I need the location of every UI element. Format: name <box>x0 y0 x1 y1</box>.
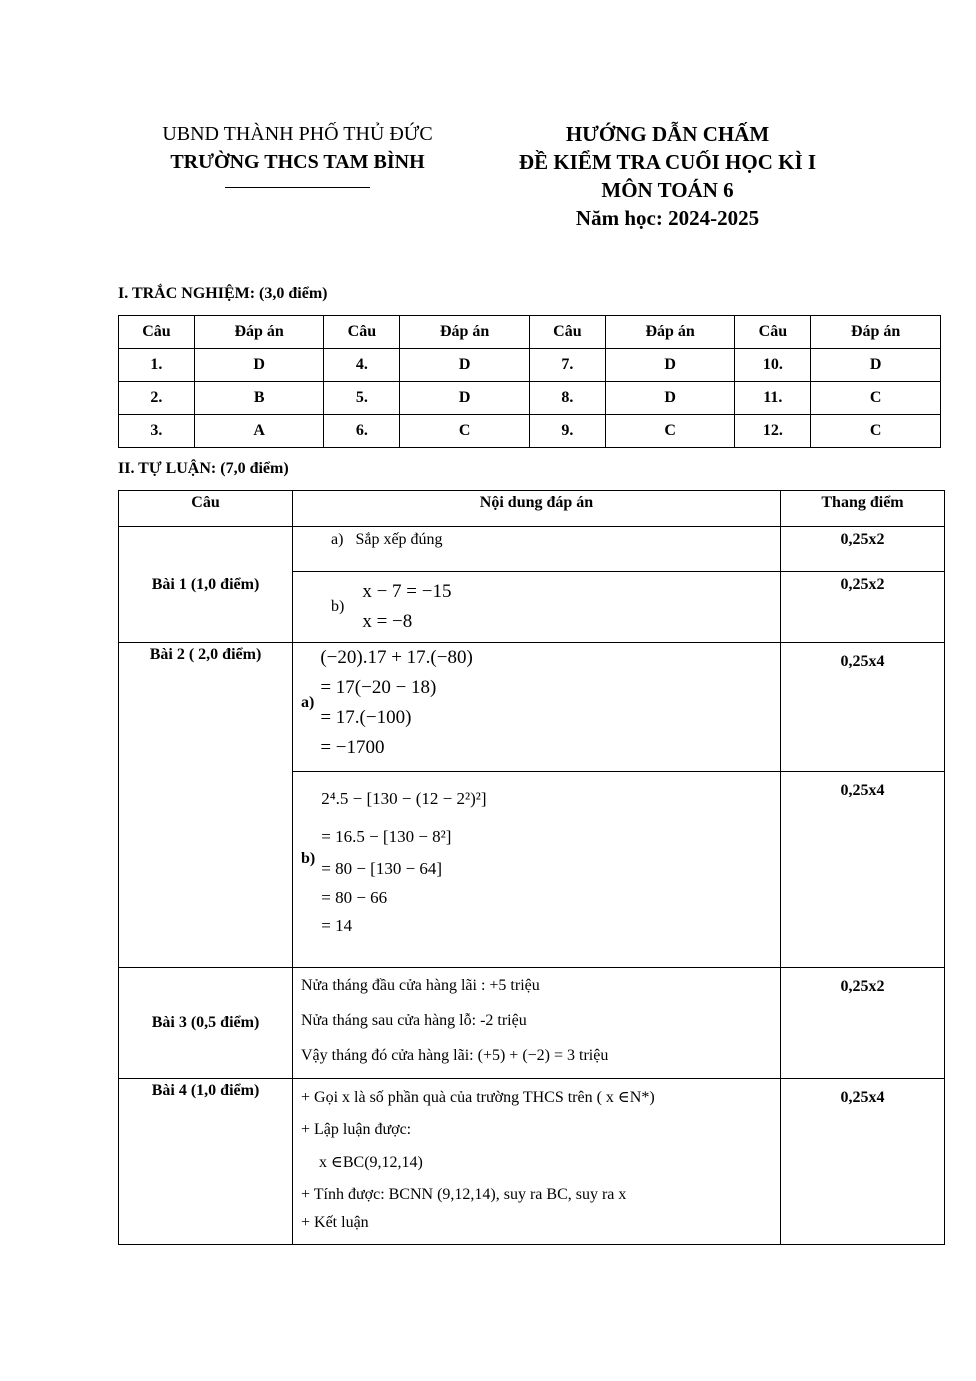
col-q: Câu <box>735 316 811 349</box>
bai2-b-content <box>293 772 781 968</box>
col-a: Đáp án <box>194 316 324 349</box>
bai2-a-line4: = −1700 <box>320 737 385 758</box>
school-year: Năm học: 2024-2025 <box>575 206 760 230</box>
bai3-line2: Nửa tháng sau cửa hàng lỗ: -2 triệu <box>301 1012 527 1029</box>
bai1-row-a <box>119 527 945 572</box>
bai3-content <box>293 968 781 1079</box>
section2-title: II. TỰ LUẬN: (7,0 điểm) <box>118 460 289 477</box>
bai1-b-line1: x − 7 = −15 <box>362 581 452 602</box>
bai2-b-line1: 2⁴.5 − [130 − (12 − 2²)²] <box>321 789 487 808</box>
question-number: 3. <box>119 415 195 448</box>
answer: D <box>605 349 735 382</box>
question-number: 10. <box>735 349 811 382</box>
bai2-row-a <box>119 643 945 772</box>
bai4-row <box>119 1079 945 1245</box>
answer-key-table <box>118 315 941 448</box>
exam-title: ĐỀ KIỂM TRA CUỐI HỌC KÌ I <box>518 150 817 174</box>
bai2-a-line1: (−20).17 + 17.(−80) <box>320 647 473 668</box>
bai3-row <box>119 968 945 1079</box>
bai3-score: 0,25x2 <box>781 968 945 1079</box>
doc-title: HƯỚNG DẪN CHẤM <box>565 122 770 146</box>
bai4-line5: + Kết luận <box>301 1214 369 1231</box>
org-name: UBND THÀNH PHỐ THỦ ĐỨC <box>162 123 433 145</box>
bai4-line4: + Tính được: BCNN (9,12,14), suy ra BC, suy ra x <box>301 1186 627 1203</box>
bai3-label: Bài 3 (0,5 điểm) <box>119 968 293 1079</box>
bai1-b-score: 0,25x2 <box>781 572 945 643</box>
bai2-b-score: 0,25x4 <box>781 772 945 968</box>
bai2-b-line2: = 16.5 − [130 − 8²] <box>321 827 452 846</box>
answer: D <box>605 382 735 415</box>
bai1-a-text: Sắp xếp đúng <box>355 531 443 548</box>
bai1-label: Bài 1 (1,0 điểm) <box>119 527 293 643</box>
bai2-b-label: b) <box>301 850 316 867</box>
col-q: Câu <box>119 316 195 349</box>
question-number: 4. <box>324 349 400 382</box>
bai2-label: Bài 2 ( 2,0 điểm) <box>119 643 293 968</box>
bai2-b-line5: = 14 <box>321 916 353 935</box>
bai1-b-line2: x = −8 <box>362 611 413 632</box>
bai2-a-line2: = 17(−20 − 18) <box>320 677 437 698</box>
question-number: 7. <box>529 349 605 382</box>
question-number: 1. <box>119 349 195 382</box>
answer: C <box>605 415 735 448</box>
bai2-a-line3: = 17.(−100) <box>320 707 412 728</box>
answer: A <box>194 415 324 448</box>
bai3-line3: Vậy tháng đó cửa hàng lãi: (+5) + (−2) = 3 triệu <box>301 1047 609 1064</box>
col-q: Câu <box>529 316 605 349</box>
question-number: 8. <box>529 382 605 415</box>
bai4-line1: + Gọi x là số phần quà của trường THCS trên ( x ∈N*) <box>301 1089 655 1106</box>
bai2-a-label: a) <box>301 694 315 711</box>
col-a: Đáp án <box>811 316 941 349</box>
table-row <box>119 415 941 448</box>
bai2-b-line3: = 80 − [130 − 64] <box>321 859 443 878</box>
question-number: 5. <box>324 382 400 415</box>
answer: D <box>400 382 530 415</box>
question-number: 12. <box>735 415 811 448</box>
col-a: Đáp án <box>605 316 735 349</box>
answer: C <box>811 382 941 415</box>
bai2-b-line4: = 80 − 66 <box>321 888 388 907</box>
section1-title: I. TRẮC NGHIỆM: (3,0 điểm) <box>118 285 328 302</box>
header-right <box>490 120 845 232</box>
subject: MÔN TOÁN 6 <box>601 178 734 202</box>
answer-key-header <box>119 316 941 349</box>
col-a: Đáp án <box>400 316 530 349</box>
essay-header <box>119 491 945 527</box>
bai2-a-score: 0,25x4 <box>781 643 945 772</box>
bai1-a-label: a) <box>331 531 344 548</box>
col-question: Câu <box>119 491 293 527</box>
bai3-line1: Nửa tháng đầu cửa hàng lãi : +5 triệu <box>301 977 540 994</box>
bai1-b-label: b) <box>331 598 345 615</box>
table-row <box>119 382 941 415</box>
answer: D <box>400 349 530 382</box>
question-number: 2. <box>119 382 195 415</box>
table-row <box>119 349 941 382</box>
bai1-a-score: 0,25x2 <box>781 527 945 572</box>
col-content: Nội dung đáp án <box>293 491 781 527</box>
bai1-a-content <box>293 527 781 572</box>
bai4-label: Bài 4 (1,0 điểm) <box>119 1079 293 1245</box>
bai2-a-content <box>293 643 781 772</box>
bai4-content <box>293 1079 781 1245</box>
header-left <box>120 120 475 188</box>
answer: D <box>194 349 324 382</box>
question-number: 9. <box>529 415 605 448</box>
answer: C <box>811 415 941 448</box>
bai4-line3: x ∈BC(9,12,14) <box>319 1154 423 1171</box>
bai4-score: 0,25x4 <box>781 1079 945 1245</box>
school-name: TRƯỜNG THCS TAM BÌNH <box>170 151 425 173</box>
bai4-line2: + Lập luận được: <box>301 1121 412 1138</box>
question-number: 6. <box>324 415 400 448</box>
bai1-b-content <box>293 572 781 643</box>
header-rule <box>225 187 370 188</box>
essay-table <box>118 490 945 1245</box>
question-number: 11. <box>735 382 811 415</box>
col-q: Câu <box>324 316 400 349</box>
col-score: Thang điểm <box>781 491 945 527</box>
answer: B <box>194 382 324 415</box>
answer: C <box>400 415 530 448</box>
answer: D <box>811 349 941 382</box>
